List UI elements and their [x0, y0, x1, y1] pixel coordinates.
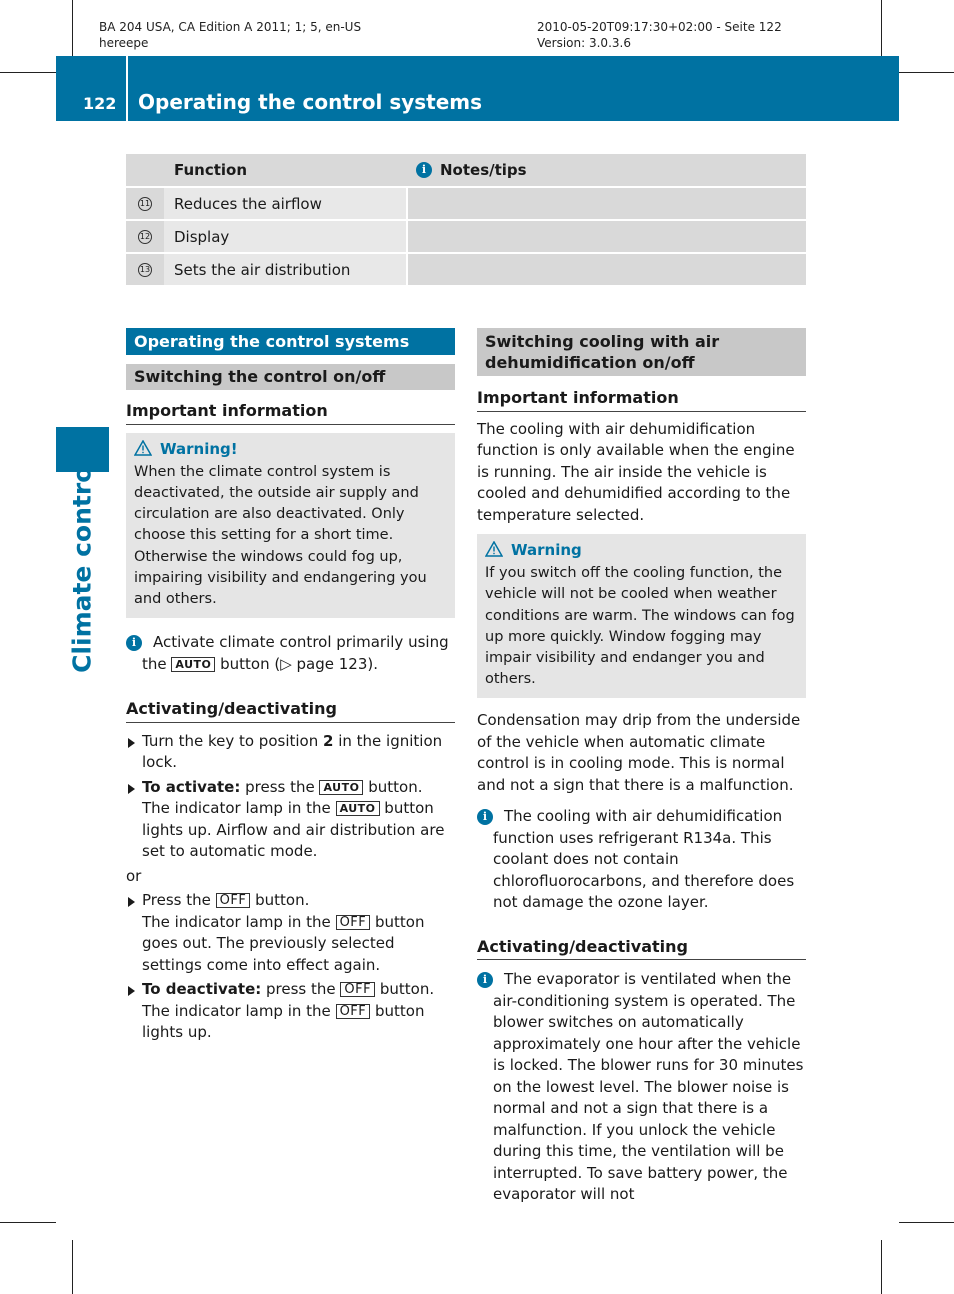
section-title: Switching cooling with air dehumidification on/off	[477, 328, 806, 376]
info-icon: i	[477, 972, 493, 988]
left-column	[126, 328, 455, 1044]
crop-mark	[0, 72, 56, 73]
step-arrow-icon	[128, 738, 135, 748]
table-cell-function: Sets the air distribution	[164, 254, 406, 285]
off-button-symbol: OFF	[336, 1004, 371, 1019]
item-number: 13	[138, 263, 152, 277]
table-header-notes	[408, 154, 806, 186]
table-header-row	[126, 154, 806, 188]
step-item: To deactivate: press the OFF button. The indicator lamp in the OFF button lights up.	[126, 979, 455, 1044]
off-button-symbol: OFF	[340, 982, 375, 997]
info-icon: i	[477, 809, 493, 825]
tip-note: i The cooling with air dehumidification function uses refrigerant R134a. This coolant does not contain chlorofluorocarbons, and therefore does not damage the ozone layer.	[477, 806, 806, 914]
table-row	[126, 221, 806, 254]
step-arrow-icon	[128, 986, 135, 996]
print-meta-right	[537, 19, 782, 51]
crop-mark	[72, 1240, 73, 1294]
table-cell-notes	[408, 254, 806, 285]
warning-title: Warning!	[160, 439, 238, 458]
crop-mark	[0, 1222, 56, 1223]
page-header	[56, 56, 899, 121]
crop-mark	[72, 0, 73, 56]
warning-box	[126, 433, 455, 619]
print-meta-left	[99, 19, 361, 51]
page-title: Operating the control systems	[138, 90, 483, 114]
important-info-heading: Important information	[477, 387, 806, 412]
page-number: 122	[83, 94, 117, 113]
item-number: 12	[138, 230, 152, 244]
chapter-label: Climate control	[67, 457, 97, 673]
important-info-heading: Important information	[126, 400, 455, 425]
section-title: Operating the control systems	[126, 328, 455, 355]
warning-box	[477, 534, 806, 698]
body-paragraph: The cooling with air dehumidification function is only available when the engine is running. The air inside the vehicle is cooled and dehumidified according to the temperature selected.	[477, 419, 795, 524]
meta-version: Version: 3.0.3.6	[537, 36, 631, 50]
body-paragraph: Condensation may drip from the underside of the vehicle when automatic climate control is in cooling mode. This is normal and not a sign that there is a malfunction.	[477, 711, 801, 794]
right-column	[477, 328, 806, 1206]
tip-note: i The evaporator is ventilated when the air-conditioning system is operated. The blower switches on automatically approximately one hour after the vehicle is locked. The blower runs for 30 minutes on the lowest level. The blower noise is normal and not a sign that there is a malfunction. If you unlock the vehicle during this time, the ventilation will be interrupted. To save battery power, the evaporator will not	[477, 969, 806, 1206]
crop-mark	[899, 72, 954, 73]
crop-mark	[899, 1222, 954, 1223]
warning-triangle-icon	[134, 440, 152, 456]
crop-mark	[881, 1240, 882, 1294]
function-table	[126, 154, 806, 287]
table-cell-function: Reduces the airflow	[164, 188, 406, 219]
item-number: 11	[138, 197, 152, 211]
activating-heading: Activating/deactivating	[126, 698, 455, 723]
auto-button-symbol: AUTO	[319, 780, 363, 795]
table-cell-notes	[408, 188, 806, 219]
meta-timestamp: 2010-05-20T09:17:30+02:00 - Seite 122	[537, 20, 782, 34]
table-cell-function: Display	[164, 221, 406, 252]
auto-button-symbol: AUTO	[336, 801, 380, 816]
step-item: Turn the key to position 2 in the ignition lock.	[126, 731, 455, 774]
meta-edition: BA 204 USA, CA Edition A 2011; 1; 5, en-US	[99, 20, 362, 34]
table-row	[126, 254, 806, 287]
header-divider	[126, 56, 128, 121]
subsection-title: Switching the control on/off	[126, 364, 455, 390]
tip-note: i Activate climate control primarily using the AUTO button (▷ page 123).	[126, 632, 455, 675]
table-row	[126, 188, 806, 221]
warning-title: Warning	[511, 541, 582, 559]
step-arrow-icon	[128, 897, 135, 907]
crop-mark	[881, 0, 882, 56]
step-item: To activate: press the AUTO button. The indicator lamp in the AUTO button lights up. Airflow and air distribution are set to automatic mode.	[126, 777, 455, 863]
meta-code: hereepe	[99, 36, 149, 50]
off-button-symbol: OFF	[216, 893, 251, 908]
warning-text: If you switch off the cooling function, the vehicle will not be cooled when weather conditions are warm. The windows can fog up more quickly. Window fogging may impair visibility and endanger you and others.	[485, 565, 795, 688]
activating-heading: Activating/deactivating	[477, 936, 806, 961]
table-header-num	[126, 154, 164, 186]
or-text: or	[126, 866, 142, 885]
info-icon: i	[126, 635, 142, 651]
step-arrow-icon	[128, 784, 135, 794]
warning-triangle-icon	[485, 541, 503, 557]
table-header-notes-label: Notes/tips	[440, 161, 527, 179]
step-item: Press the OFF button. The indicator lamp in the OFF button goes out. The previously selected settings come into effect again.	[126, 890, 455, 976]
off-button-symbol: OFF	[336, 915, 371, 930]
warning-text: When the climate control system is deactivated, the outside air supply and circulation are also deactivated. Only choose this setting for a short time. Otherwise the windows could fog up, impairing visibility and endangering you and others.	[134, 463, 427, 607]
info-icon: i	[416, 162, 432, 178]
auto-button-symbol: AUTO	[171, 657, 215, 672]
table-header-function: Function	[164, 154, 406, 186]
table-cell-notes	[408, 221, 806, 252]
